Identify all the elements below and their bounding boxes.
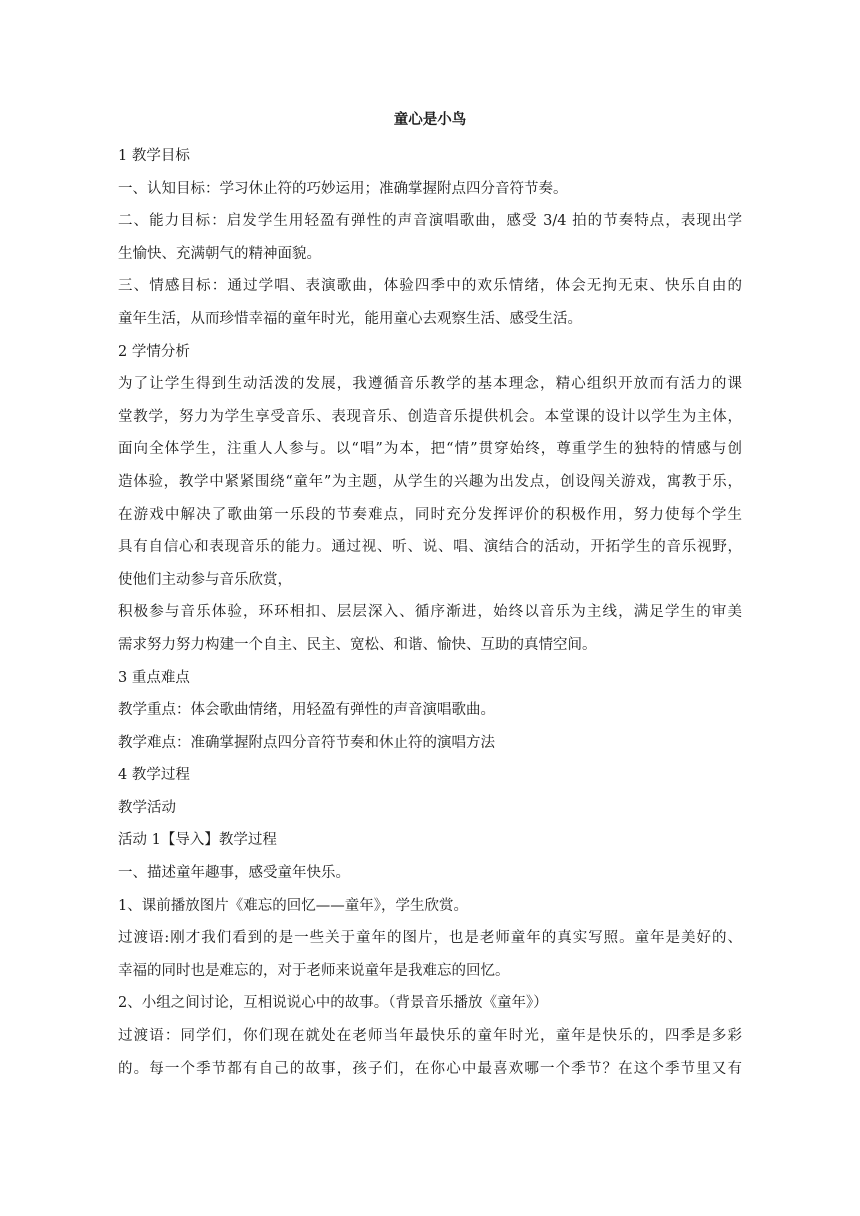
text-line: 为了让学生得到生动活泼的发展，我遵循音乐教学的基本理念，精心组织开放而有活力的课 — [118, 376, 742, 393]
text-line: 1 教学目标 — [118, 148, 190, 164]
text-line: 在游戏中解决了歌曲第一乐段的节奏难点，同时充分发挥评价的积极作用，努力使每个学生 — [118, 506, 742, 523]
text-line: 具有自信心和表现音乐的能力。通过视、听、说、唱、演结合的活动，开拓学生的音乐视野， — [118, 539, 742, 556]
text-line: 幸福的同时也是难忘的，对于老师来说童年是我难忘的回忆。 — [118, 962, 510, 979]
text-line: 教学活动 — [118, 799, 176, 816]
text-line: 童年生活，从而珍惜幸福的童年时光，能用童心去观察生活、感受生活。 — [118, 310, 582, 327]
text-line: 需求努力努力构建一个自主、民主、宽松、和谐、愉快、互助的真情空间。 — [118, 636, 597, 653]
text-line: 活动 1【导入】教学过程 — [118, 832, 277, 849]
document-page — [118, 100, 742, 1085]
text-line: 使他们主动参与音乐欣赏， — [118, 571, 292, 588]
text-line: 一、认知目标：学习休止符的巧妙运用；准确掌握附点四分音符节奏。 — [118, 180, 568, 197]
text-line: 过渡语：同学们，你们现在就处在老师当年最快乐的童年时光，童年是快乐的，四季是多彩 — [118, 1028, 742, 1045]
text-line: 2 学情分析 — [118, 343, 190, 360]
document-body — [118, 140, 742, 1085]
text-line: 造体验，教学中紧紧围绕“童年”为主题，从学生的兴趣为出发点，创设闯关游戏，寓教于乐， — [118, 473, 742, 490]
text-line: 3 重点难点 — [118, 669, 190, 686]
text-line: 三、情感目标：通过学唱、表演歌曲，体验四季中的欢乐情绪，体会无拘无束、快乐自由的 — [118, 278, 742, 295]
text-line: 教学难点：准确掌握附点四分音符节奏和休止符的演唱方法 — [118, 734, 495, 751]
text-line: 教学重点：体会歌曲情绪，用轻盈有弹性的声音演唱歌曲。 — [118, 702, 495, 719]
text-line: 生愉快、充满朝气的精神面貌。 — [118, 245, 321, 262]
text-line: 二、能力目标：启发学生用轻盈有弹性的声音演唱歌曲，感受 3/4 拍的节奏特点，表现出学 — [118, 213, 742, 230]
text-line: 4 教学过程 — [118, 767, 190, 784]
text-line: 一、描述童年趣事，感受童年快乐。 — [118, 865, 350, 882]
text-line: 1、课前播放图片《难忘的回忆——童年》，学生欣赏。 — [118, 897, 468, 914]
text-line: 积极参与音乐体验，环环相扣、层层深入、循序渐进，始终以音乐为主线，满足学生的审美 — [118, 604, 742, 621]
text-line: 堂教学，努力为学生享受音乐、表现音乐、创造音乐提供机会。本堂课的设计以学生为主体， — [118, 408, 742, 425]
text-line: 的。每一个季节都有自己的故事，孩子们，在你心中最喜欢哪一个季节？在这个季节里又有 — [118, 1060, 742, 1077]
text-line: 2、小组之间讨论，互相说说心中的故事。（背景音乐播放《童年》） — [118, 995, 548, 1012]
text-line: 过渡语:刚才我们看到的是一些关于童年的图片，也是老师童年的真实写照。童年是美好的、 — [118, 930, 742, 947]
text-line: 面向全体学生，注重人人参与。以“唱”为本，把“情”贯穿始终，尊重学生的独特的情感与创 — [118, 441, 742, 458]
document-title: 童心是小鸟 — [393, 112, 467, 128]
